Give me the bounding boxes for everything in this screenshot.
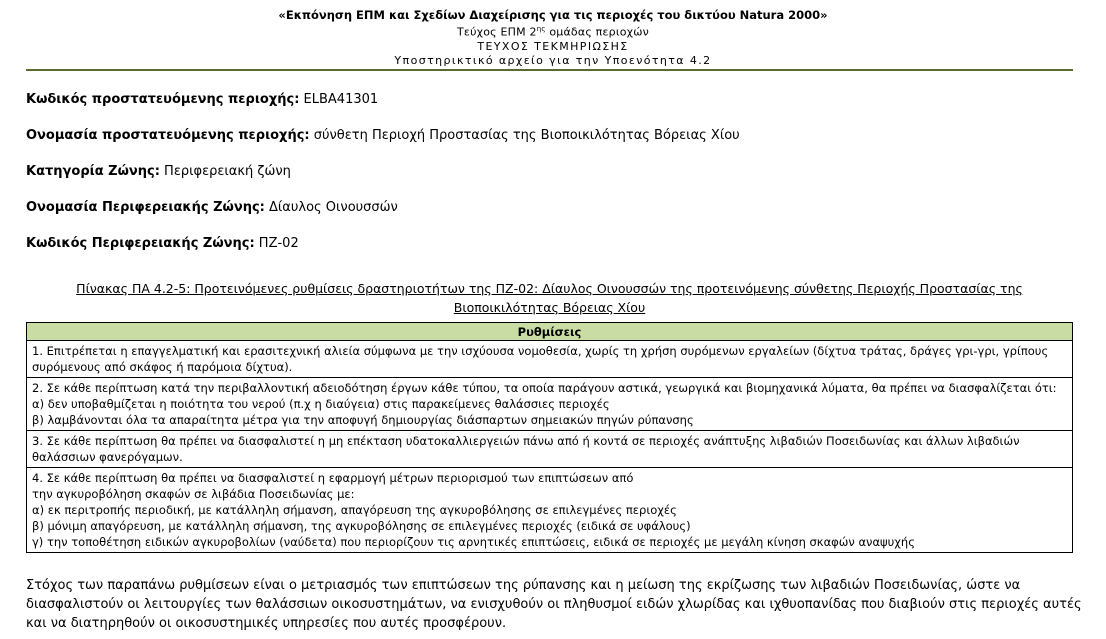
field-zone-category: Κατηγορία Ζώνης: Περιφερειακή ζώνη (26, 164, 291, 179)
project-title: «Εκπόνηση ΕΠΜ και Σχεδίων Διαχείρισης για τις περιοχές του δικτύου Natura 2000» (278, 8, 828, 22)
volume-line: Τεύχος ΕΠΜ $2^{\eta\varsigma}$ ομάδας περιοχών (457, 25, 649, 39)
field-zone-name: Ονομασία Περιφερειακής Ζώνης: Δίαυλος Οινουσσών (26, 200, 398, 215)
field-area-name: Ονομασία προστατευόμενης περιοχής: σύνθετη Περιοχή Προστασίας της Βιοποικιλότητας Βόρειας Χίου (26, 128, 740, 143)
table-header-cell: Ρυθμίσεις (27, 323, 1073, 341)
regulations-table (26, 322, 1073, 553)
table-row (27, 468, 1073, 553)
table-cell: 4. Σε κάθε περίπτωση θα πρέπει να διασφαλιστεί η εφαρμογή μέτρων περιορισμού των επιπτώσεων από την αγκυροβόληση σκαφών σε λιβάδια Ποσειδωνίας με: α) εκ περιτροπής περιοδική, με κατάλληλη σήμανση, απαγόρευση της αγκυροβόλησης σε επιλεγμένες περιοχές β) μόνιμη απαγόρευση, με κατάλληλη σήμανση, της αγκυροβόλησης σε επιλεγμένες περιοχές (ειδικά σε υφάλους) γ) την τοποθέτηση ειδικών αγκυροβολίων (ναύδετα) που περιορίζουν τις αρνητικές επιπτώσεις, ειδικά σε περιοχές με μεγάλη κίνηση σκαφών αναψυχής (27, 468, 1073, 553)
field-zone-code: Κωδικός Περιφερειακής Ζώνης: ΠΖ-02 (26, 236, 299, 251)
document-header (0, 0, 1106, 68)
table-cell: 2. Σε κάθε περίπτωση κατά την περιβαλλοντική αδειοδότηση έργων κάθε τύπου, τα οποία παράγουν αστικά, γεωργικά και βιομηχανικά λύματα, θα πρέπει να διασφαλίζεται ότι: α) δεν υποβαθμίζεται η ποιότητα του νερού (π.χ η διαύγεια) στις παρακείμενες θαλάσσιες περιοχές β) λαμβάνονται όλα τα απαραίτητα μέτρα για την αποφυγή δημιουργίας διάσπαρτων σημειακών πηγών ρύπανσης (27, 378, 1073, 431)
table-header-row (27, 323, 1073, 341)
area-info (26, 92, 1076, 272)
document-type: ΤΕΥΧΟΣ ΤΕΚΜΗΡΙΩΣΗΣ (477, 39, 629, 53)
conclusion-paragraph: Στόχος των παραπάνω ρυθμίσεων είναι ο μετριασμός των επιπτώσεων της ρύπανσης και η μείωση της εκρίζωσης των λιβαδιών Ποσειδωνίας, ώστε να διασφαλιστούν οι λειτουργίες των θαλάσσιων οικοσυστημάτων, να ενισχυθούν οι πληθυσμοί ειδών χλωρίδας και ιχθυοπανίδας που διαβιούν στις περιοχές αυτές και να διατηρηθούν οι οικοσυστημικές υπηρεσίες που αυτές προσφέρουν. (26, 578, 1082, 631)
field-area-code: Κωδικός προστατευόμενης περιοχής: ELBA41301 (26, 92, 379, 107)
table-cell: 3. Σε κάθε περίπτωση θα πρέπει να διασφαλιστεί η μη επέκταση υδατοκαλλιεργειών πάνω από ή κοντά σε περιοχές ανάπτυξης λιβαδιών Ποσειδωνίας και άλλων λιβαδιών θαλάσσιων φανερόγαμων. (27, 431, 1073, 468)
header-divider (26, 69, 1073, 71)
table-row (27, 378, 1073, 431)
table-row (27, 341, 1073, 378)
table-row (27, 431, 1073, 468)
table-cell: 1. Επιτρέπεται η επαγγελματική και ερασιτεχνική αλιεία σύμφωνα με την ισχύουσα νομοθεσία, χωρίς τη χρήση συρόμενων εργαλείων (δίχτυα τράτας, δράγες γρι-γρι, γρίπους συρόμενους από σκάφος ή παρόμοια δίχτυα). (27, 341, 1073, 378)
subsection-line: Υποστηρικτικό αρχείο για την Υποενότητα 4.2 (394, 53, 712, 67)
table-caption: Πίνακας ΠΑ 4.2-5: Προτεινόμενες ρυθμίσεις δραστηριοτήτων της ΠΖ-02: Δίαυλος Οινουσσών της προτεινόμενης σύνθετης Περιοχής Προστασίας της Βιοποικιλότητας Βόρειας Χίου (76, 281, 1023, 315)
